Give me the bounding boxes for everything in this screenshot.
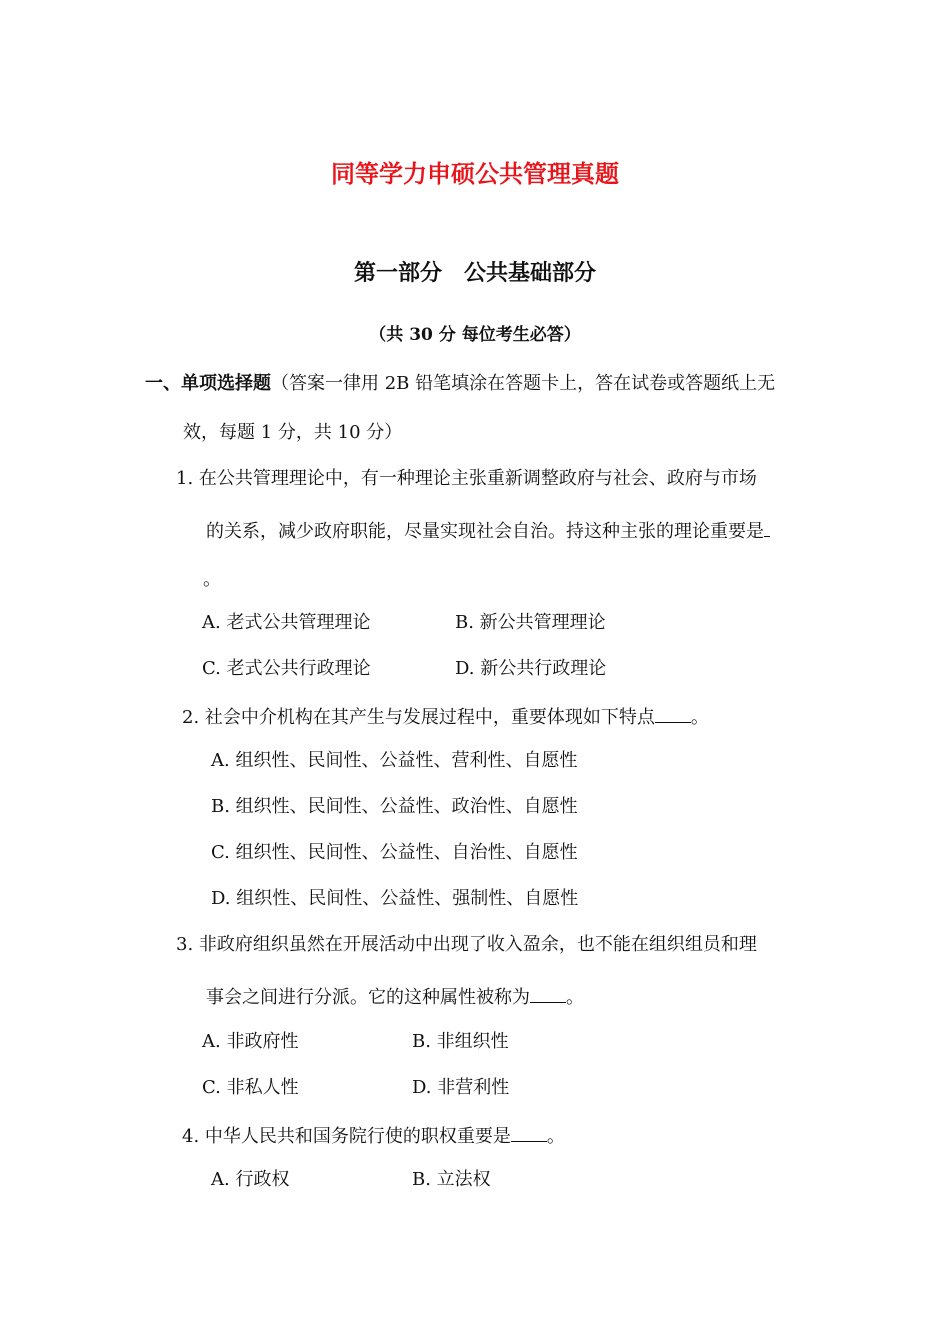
part-title: 第一部分 公共基础部分 bbox=[353, 261, 596, 286]
answer-blank bbox=[511, 1123, 547, 1142]
question-1-option-c: C. 老式公共行政理论 bbox=[202, 658, 371, 679]
question-3-stem-end: 。 bbox=[566, 987, 584, 1008]
answer-blank bbox=[530, 984, 566, 1003]
question-2-option-a: A. 组织性、民间性、公益性、营利性、自愿性 bbox=[211, 750, 578, 771]
question-3-option-a: A. 非政府性 bbox=[202, 1031, 299, 1052]
question-1-option-a: A. 老式公共管理理论 bbox=[202, 612, 371, 633]
question-2-stem-text: 2. 社会中介机构在其产生与发展过程中，重要体现如下特点 bbox=[182, 707, 655, 728]
question-3-stem-line-1: 3. 非政府组织虽然在开展活动中出现了收入盈余，也不能在组织组员和理 bbox=[176, 934, 757, 955]
question-2-option-d: D. 组织性、民间性、公益性、强制性、自愿性 bbox=[211, 888, 579, 909]
question-4-option-a: A. 行政权 bbox=[211, 1169, 290, 1190]
question-2-option-c: C. 组织性、民间性、公益性、自治性、自愿性 bbox=[211, 842, 578, 863]
question-4-stem-text: 4. 中华人民共和国务院行使的职权重要是 bbox=[182, 1126, 511, 1147]
question-1-option-d: D. 新公共行政理论 bbox=[455, 658, 607, 679]
question-2-option-b: B. 组织性、民间性、公益性、政治性、自愿性 bbox=[211, 796, 578, 817]
question-4-stem bbox=[182, 1123, 565, 1149]
question-3-option-c: C. 非私人性 bbox=[202, 1077, 299, 1098]
question-1-stem-line-2 bbox=[206, 518, 770, 544]
part-note: （共 30 分 每位考生必答） bbox=[369, 325, 581, 345]
section-heading-label: 一、单项选择题 bbox=[145, 373, 271, 394]
question-3-option-d: D. 非营利性 bbox=[412, 1077, 510, 1098]
answer-blank bbox=[764, 518, 770, 537]
question-3-stem-line-2 bbox=[206, 984, 584, 1010]
document-title: 同等学力申硕公共管理真题 bbox=[331, 160, 619, 188]
question-3-stem-text: 事会之间进行分派。它的这种属性被称为 bbox=[206, 987, 530, 1008]
section-heading bbox=[145, 372, 775, 396]
section-heading-continued: 效，每题 1 分，共 10 分） bbox=[183, 422, 403, 443]
question-1-option-b: B. 新公共管理理论 bbox=[455, 612, 606, 633]
section-heading-instructions: （答案一律用 2B 铅笔填涂在答题卡上，答在试卷或答题纸上无 bbox=[271, 373, 776, 394]
question-1-stem-line-3: 。 bbox=[203, 569, 221, 590]
question-4-stem-end: 。 bbox=[546, 1126, 565, 1147]
question-2-stem bbox=[182, 704, 709, 730]
question-2-stem-end: 。 bbox=[690, 707, 709, 728]
question-1-stem-line-1: 1. 在公共管理理论中，有一种理论主张重新调整政府与社会、政府与市场 bbox=[176, 468, 757, 489]
question-4-option-b: B. 立法权 bbox=[412, 1169, 491, 1190]
answer-blank bbox=[655, 704, 691, 723]
question-3-option-b: B. 非组织性 bbox=[412, 1031, 509, 1052]
question-1-stem-line-2-text: 的关系，减少政府职能，尽量实现社会自治。持这种主张的理论重要是 bbox=[206, 521, 764, 542]
